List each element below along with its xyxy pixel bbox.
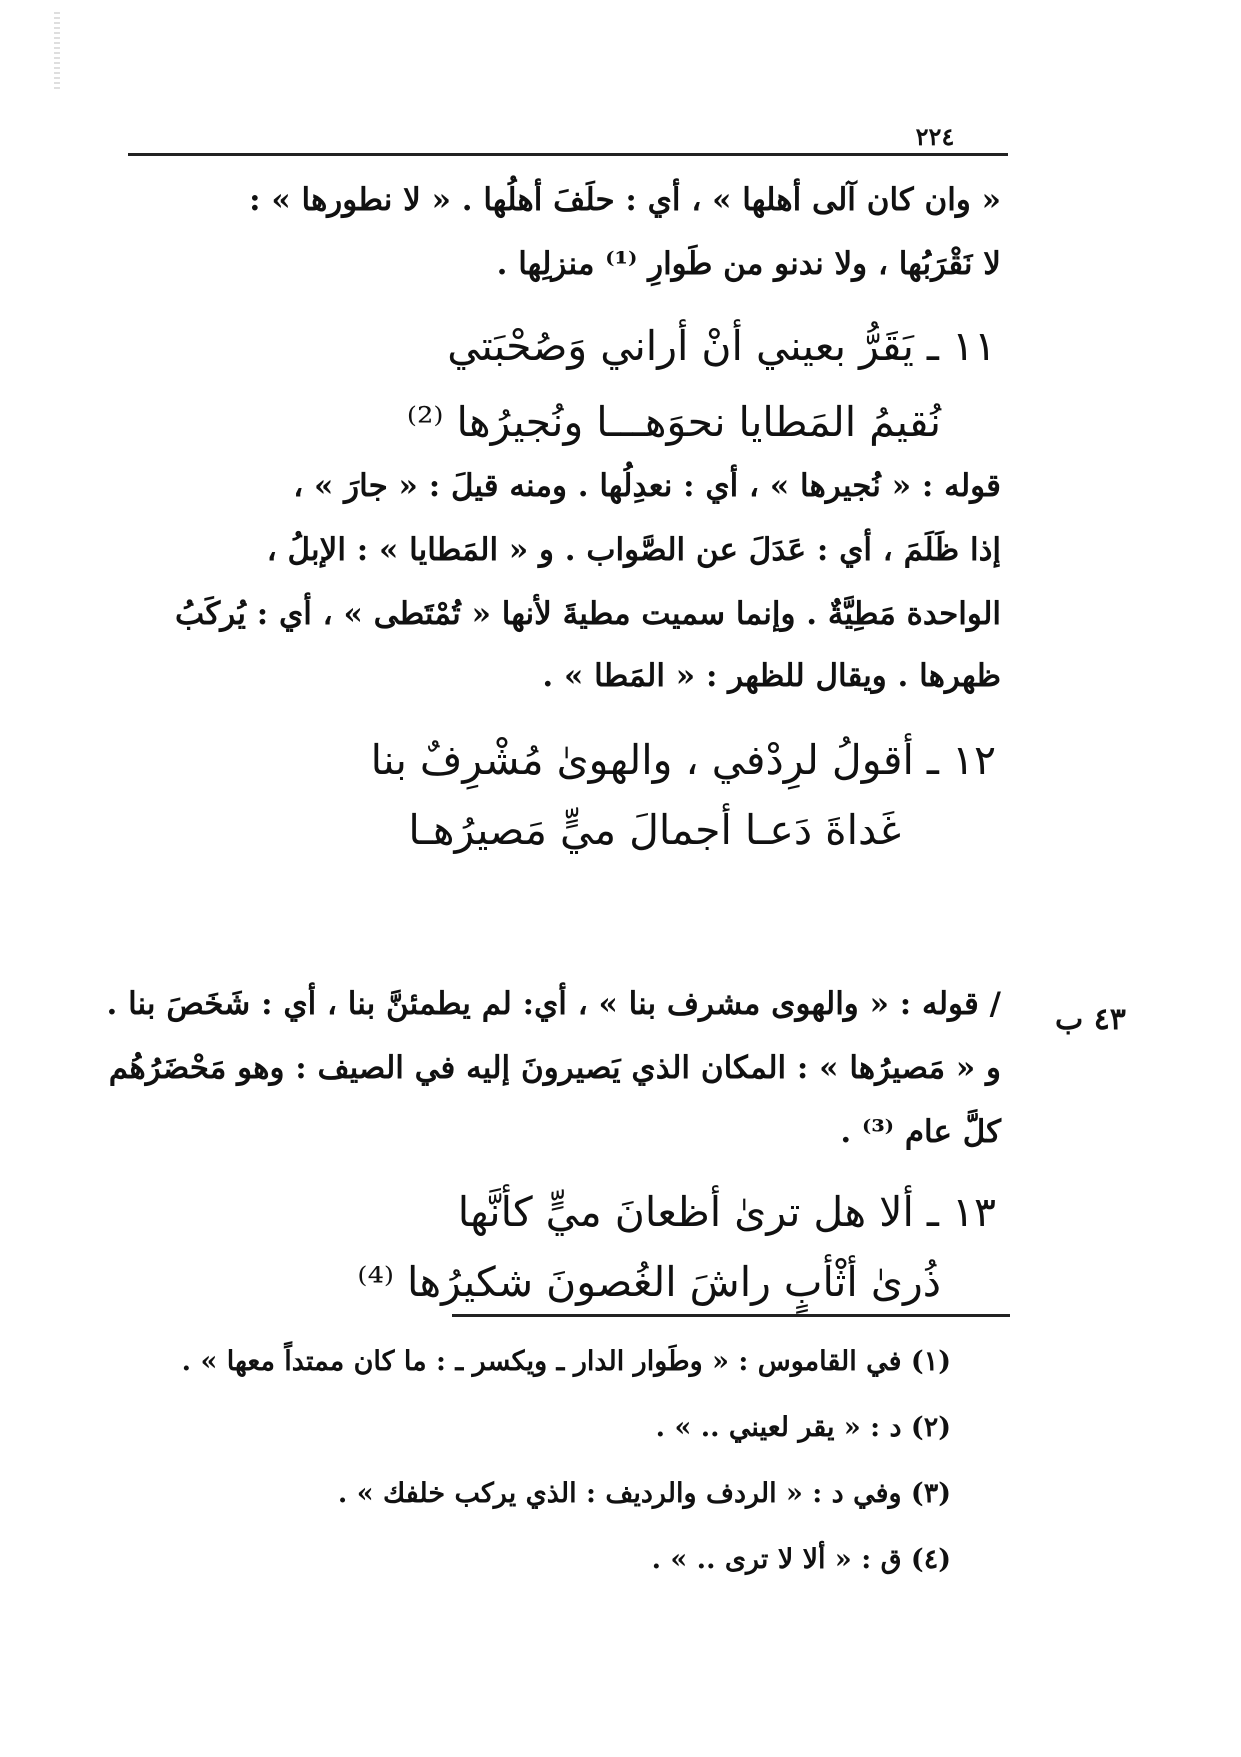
verse-line: غَداةَ دَعـا أجمالَ ميٍّ مَصيرُهـا <box>408 806 901 854</box>
prose-line: لا نَقْرَبُها ، ولا ندنو من طَوارِ ⁽¹⁾ منزلِها . <box>496 246 1001 282</box>
prose-line: إذا ظَلَمَ ، أي : عَدَلَ عن الصَّواب . و « المَطايا » : الإبلُ ، <box>266 532 1001 568</box>
prose-line: كلَّ عام ⁽³⁾ . <box>840 1114 1001 1150</box>
verse-line: ١١ ـ يَقَرُّ بعيني أنْ أراني وَصُحْبَتي <box>447 322 996 370</box>
verse-line: ذُرىٰ أثْأبٍ راشَ الغُصونَ شكيرُها ⁽⁴⁾ <box>357 1258 941 1306</box>
verse-line: ١٢ ـ أقولُ لرِدْفي ، والهوىٰ مُشْرِفٌ بنا <box>370 736 996 784</box>
footnote-rule <box>452 1314 1010 1317</box>
margin-folio-note: ٤٣ ب <box>1055 1002 1126 1037</box>
footnote: (١) في القاموس : « وطَوار الدار ـ ويكسر ـ : ما كان ممتداً معها » . <box>181 1346 951 1377</box>
prose-line: و « مَصيرُها » : المكان الذي يَصيرونَ إليه في الصيف : وهو مَحْضَرُهُم <box>108 1050 1001 1086</box>
prose-line: قوله : « نُجيرها » ، أي : نعدِلُها . ومنه قيلَ : « جارَ » ، <box>293 468 1001 504</box>
prose-line: « وان كان آلى أهلها » ، أي : حلَفَ أهلُها . « لا نطورها » : <box>249 182 1001 218</box>
prose-line: الواحدة مَطِيَّةٌ . وإنما سميت مطيةَ لأنها « تُمْتَطى » ، أي : يُركَبُ <box>175 596 1001 632</box>
footnote: (٤) ق : « ألا لا ترى .. » . <box>651 1544 951 1575</box>
verse-line: ١٣ ـ ألا هل ترىٰ أظعانَ ميٍّ كأنَّها <box>457 1188 996 1236</box>
header-rule <box>128 153 1008 156</box>
scan-artifact <box>54 12 60 92</box>
footnote: (٢) د : « يقر لعيني .. » . <box>655 1412 951 1443</box>
footnote: (٣) وفي د : « الردف والرديف : الذي يركب خلفك » . <box>337 1478 951 1509</box>
verse-line: نُقيمُ المَطايا نحوَهـــا ونُجيرُها ⁽²⁾ <box>406 398 941 446</box>
prose-line: ظهرها . ويقال للظهر : « المَطا » . <box>542 658 1001 694</box>
prose-line: / قوله : « والهوى مشرف بنا » ، أي: لم يطمئنَّ بنا ، أي : شَخَصَ بنا . <box>106 986 1001 1022</box>
page-number: ٢٢٤ <box>915 122 955 151</box>
